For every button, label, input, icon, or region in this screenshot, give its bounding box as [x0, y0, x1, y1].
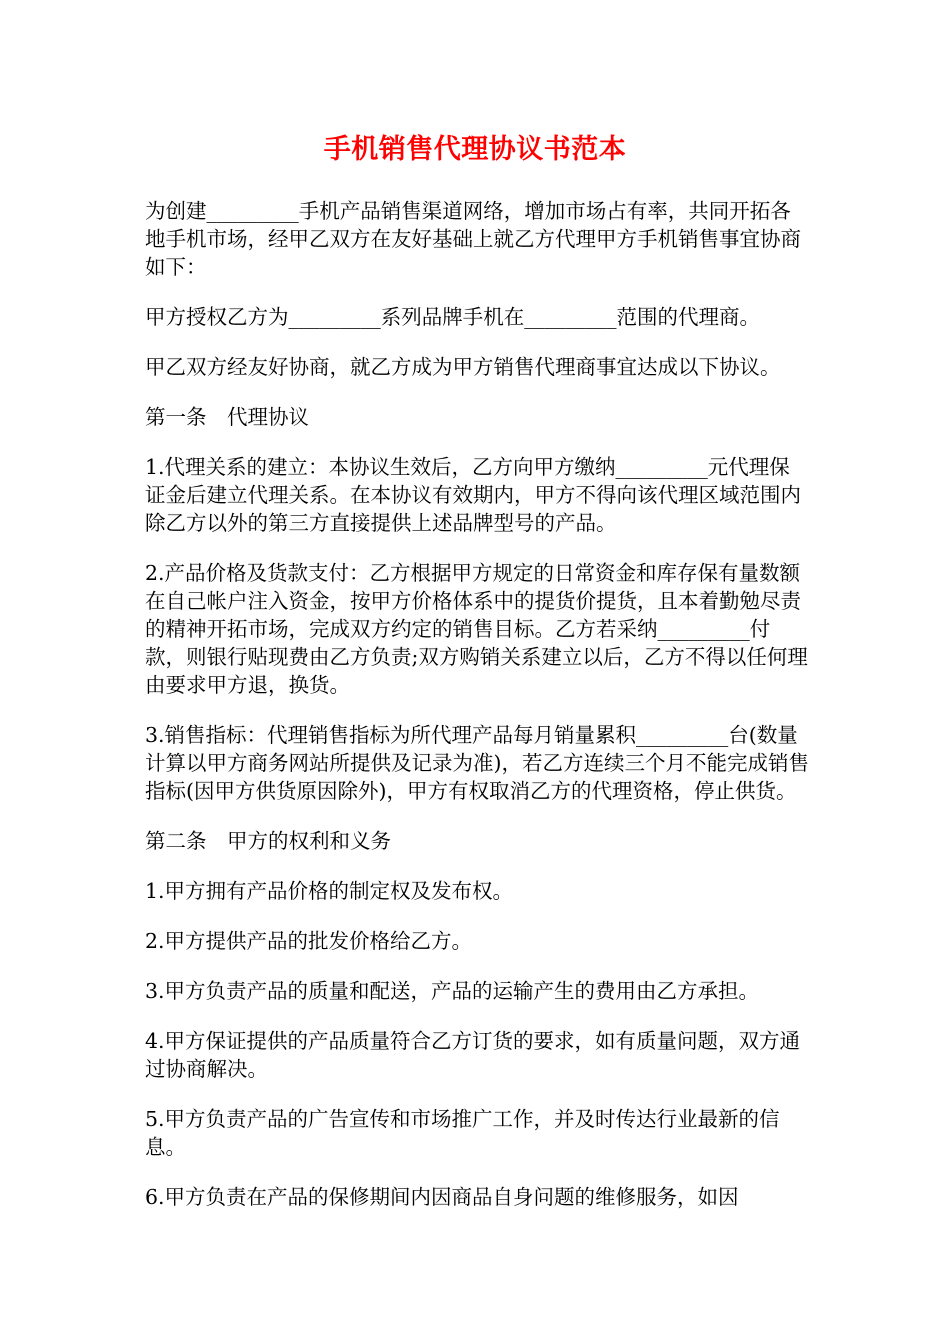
document-title: 手机销售代理协议书范本: [323, 134, 627, 165]
paragraph-intro: 为创建_________手机产品销售渠道网络，增加市场占有率，共同开拓各地手机市场，经甲乙双方在友好基础上就乙方代理甲方手机销售事宜协商如下：: [145, 199, 801, 279]
paragraph-authorization: 甲方授权乙方为_________系列品牌手机在_________范围的代理商。: [145, 305, 760, 329]
clause-2-1: 1.甲方拥有产品价格的制定权及发布权。: [145, 879, 514, 903]
clause-1-1: 1.代理关系的建立：本协议生效后，乙方向甲方缴纳_________元代理保证金后建立代理关系。在本协议有效期内，甲方不得向该代理区域范围内除乙方以外的第三方直接提供上述品牌型号的产品。: [145, 455, 801, 535]
document-body: [145, 197, 810, 1233]
section-heading-article-1: 第一条 代理协议: [145, 405, 309, 429]
section-heading-article-2: 第二条 甲方的权利和义务: [145, 829, 391, 853]
clause-2-6: 6.甲方负责在产品的保修期间内因商品自身问题的维修服务，如因: [145, 1185, 739, 1209]
paragraph-agreement: 甲乙双方经友好协商，就乙方成为甲方销售代理商事宜达成以下协议。: [145, 355, 781, 379]
clause-2-5: 5.甲方负责产品的广告宣传和市场推广工作，并及时传达行业最新的信息。: [145, 1107, 780, 1159]
clause-1-3: 3.销售指标：代理销售指标为所代理产品每月销量累积_________台(数量计算以甲方商务网站所提供及记录为准)，若乙方连续三个月不能完成销售指标(因甲方供货原因除外)，甲方有权取消乙方的代理资格，停止供货。: [145, 723, 809, 803]
clause-2-2: 2.甲方提供产品的批发价格给乙方。: [145, 929, 473, 953]
clause-2-3: 3.甲方负责产品的质量和配送，产品的运输产生的费用由乙方承担。: [145, 979, 760, 1003]
clause-2-4: 4.甲方保证提供的产品质量符合乙方订货的要求，如有质量问题，双方通过协商解决。: [145, 1029, 801, 1081]
clause-1-2: 2.产品价格及货款支付：乙方根据甲方规定的日常资金和库存保有量数额在自己帐户注入资金，按甲方价格体系中的提货价提货，且本着勤勉尽责的精神开拓市场，完成双方约定的销售目标。乙方若采纳_________付款，则银行贴现费由乙方负责;双方购销关系建立以后，乙方不得以任何理由要求甲方退，换货。: [145, 561, 808, 697]
